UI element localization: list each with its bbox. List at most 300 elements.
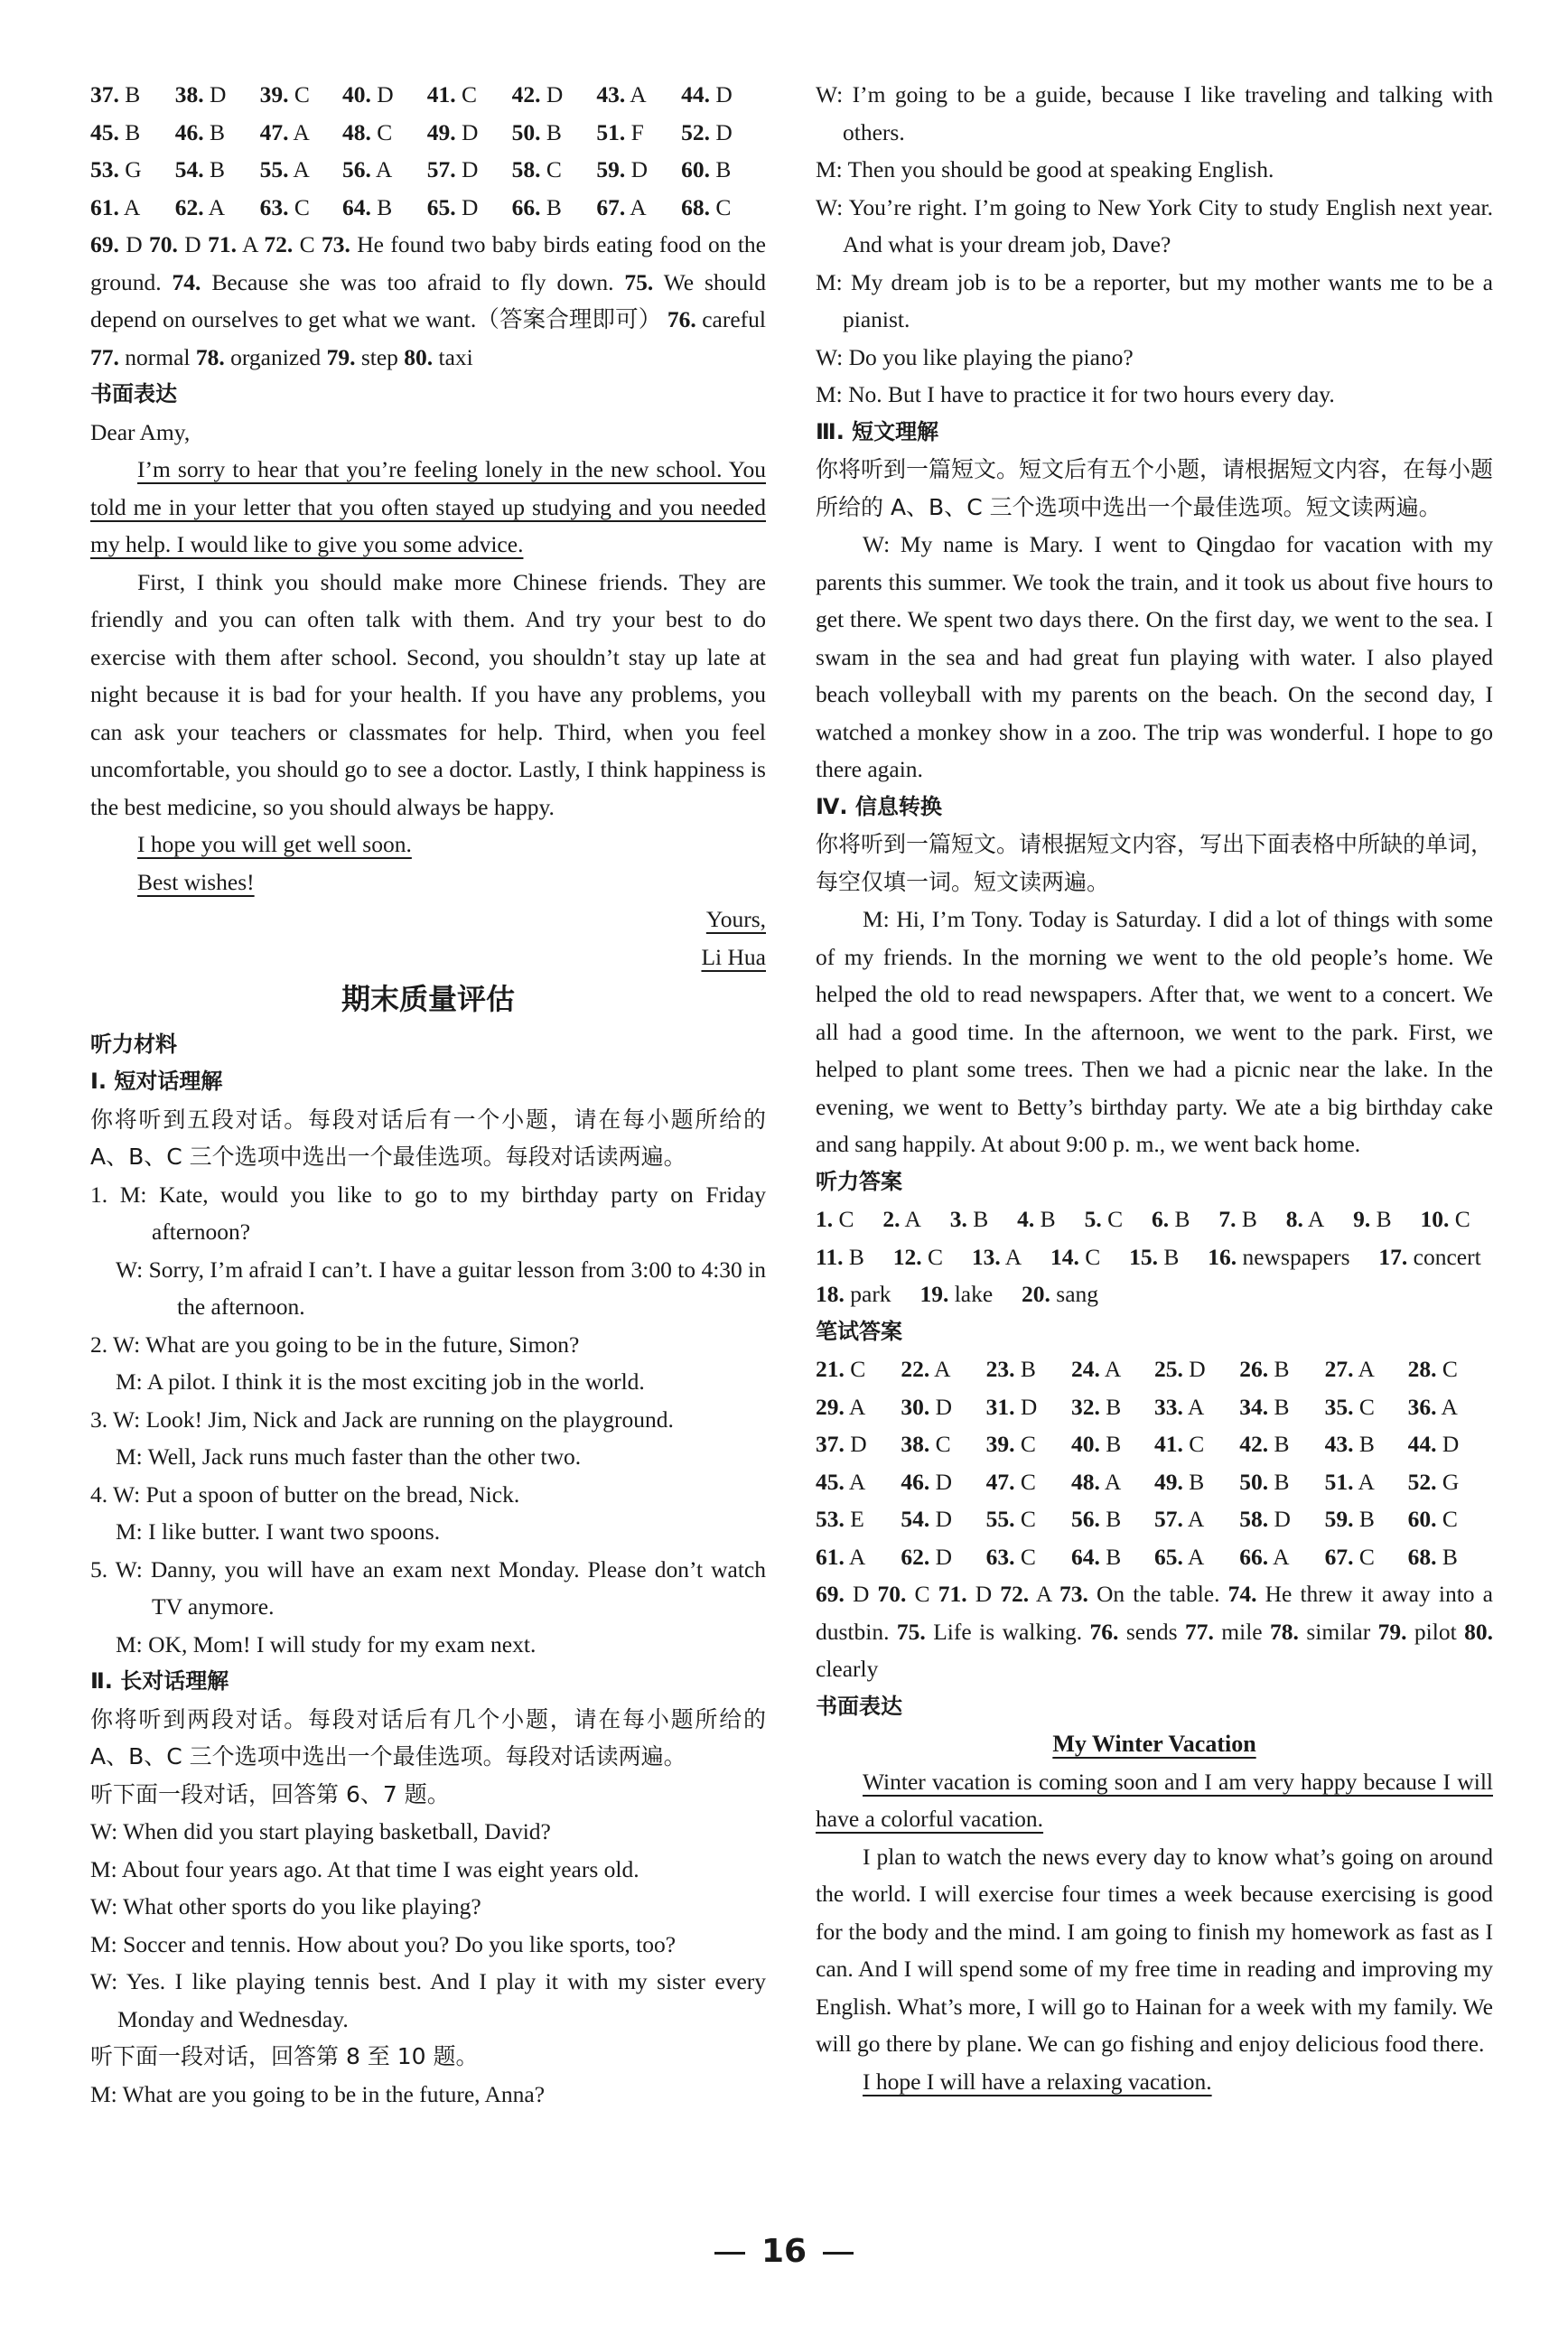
letter-closing2 [90, 864, 766, 901]
written-answer-value: A [848, 1543, 866, 1570]
written-answer-number: 56. [1070, 1506, 1100, 1532]
written-answer-value: B [1106, 1393, 1122, 1420]
written-answer-row [816, 1500, 1493, 1538]
written-answer-cell [1239, 1538, 1324, 1576]
written-answer-number: 59. [1324, 1506, 1354, 1532]
conversation-line: M: No. But I have to practice it for two hours every day. [816, 381, 1335, 407]
written-answer-number: 37. [816, 1431, 845, 1457]
written-answers-table [816, 1350, 1493, 1575]
answer-value: C [715, 193, 732, 220]
answer-cell [90, 76, 175, 114]
answer-value: We should depend on ourselves to get what we want.（答案合理即可） [90, 268, 766, 332]
written-answer-cell [901, 1350, 985, 1388]
answer-number: 73. [321, 231, 350, 257]
essay-ending-text: I hope I will have a relaxing vacation. [863, 2068, 1212, 2095]
answer-cell [90, 151, 175, 189]
essay-ending [816, 2063, 1493, 2101]
answer-cell [175, 114, 260, 152]
dialogue-line: 5. W: Danny, you will have an exam next Monday. Please don’t watch TV anymore. [90, 1555, 766, 1620]
written-answer-cell [901, 1425, 985, 1463]
written-answer-value: D [935, 1468, 952, 1495]
answer-value: A [630, 81, 647, 107]
answer-value: careful [695, 306, 766, 332]
written-answer-number: 30. [901, 1393, 930, 1420]
written-answer-value: similar [1298, 1618, 1378, 1645]
answer-number: 64. [342, 193, 371, 220]
written-answer-value: C [1020, 1431, 1036, 1457]
written-answer-value: B [1358, 1431, 1375, 1457]
answer-number: 51. [596, 118, 626, 145]
answer-cell [260, 76, 342, 114]
answer-number: 46. [174, 118, 204, 145]
answer-number: 79. [326, 343, 356, 370]
written-answer-cell [986, 1350, 1071, 1388]
listening-answer-number: 8. [1285, 1206, 1303, 1232]
written-answer-number: 35. [1324, 1393, 1354, 1420]
written-answer-value: A [1441, 1393, 1458, 1420]
written-answer-number: 64. [1070, 1543, 1100, 1570]
written-answer-value: D [1189, 1356, 1206, 1382]
written-answer-value: B [1274, 1356, 1290, 1382]
written-answer-value: B [1274, 1468, 1290, 1495]
conv1-intro: 听下面一段对话，回答第 6、7 题。 [90, 1780, 450, 1807]
letter-greeting: Dear Amy, [90, 418, 191, 445]
answer-number: 70. [149, 231, 178, 257]
written-answer-value: G [1442, 1468, 1460, 1495]
answer-value: G [125, 156, 142, 182]
listening-answer-number: 15. [1129, 1243, 1159, 1270]
answer-row [90, 76, 766, 114]
written-answer-value: B [1274, 1393, 1290, 1420]
written-answer-row [816, 1388, 1493, 1426]
written-answer-number: 42. [1239, 1431, 1269, 1457]
listening-answer-value: park [844, 1281, 920, 1307]
essay-title-text: My Winter Vacation [1052, 1731, 1256, 1757]
answer-cell [596, 151, 681, 189]
answer-cell [260, 189, 342, 227]
answer-number: 58. [511, 156, 541, 182]
answer-cell [260, 114, 342, 152]
answer-value: D [210, 81, 227, 107]
answer-number: 78. [195, 343, 225, 370]
written-answer-cell [1154, 1425, 1239, 1463]
answer-cell [90, 189, 175, 227]
written-answer-value: D [935, 1393, 952, 1420]
listening-answer-value: newspapers [1237, 1243, 1379, 1270]
part1-instructions: 你将听到五段对话。每段对话后有一个小题，请在每小题所给的 A、B、C 三个选项中选出一个最佳选项。每段对话读两遍。 [90, 1106, 766, 1170]
right-column [816, 76, 1493, 2100]
answer-cell [681, 189, 766, 227]
listening-answer-number: 12. [892, 1243, 922, 1270]
answer-value: B [125, 118, 141, 145]
written-answer-number: 38. [901, 1431, 930, 1457]
answer-value: B [546, 193, 562, 220]
written-answer-cell [901, 1538, 985, 1576]
listening-answer-value: B [1169, 1206, 1219, 1232]
written-answer-cell [1071, 1388, 1154, 1426]
part1-heading: Ⅰ. 短对话理解 [90, 1069, 223, 1094]
answer-value: A [630, 193, 647, 220]
answer-cell [681, 114, 766, 152]
answer-value: C [377, 118, 393, 145]
written-answer-value: B [1106, 1543, 1122, 1570]
written-answer-cell [816, 1463, 901, 1501]
answer-value: D [546, 81, 564, 107]
listening-answer-number: 7. [1218, 1206, 1237, 1232]
answer-cell [681, 151, 766, 189]
part4-instructions: 你将听到一篇短文。请根据短文内容，写出下面表格中所缺的单词，每空仅填一词。短文读两遍。 [816, 831, 1494, 895]
written-answer-number: 80. [1464, 1618, 1494, 1645]
written-answer-value: D [844, 1581, 878, 1607]
answer-number: 37. [90, 81, 119, 107]
written-answer-value: A [848, 1393, 866, 1420]
written-answer-value: C [906, 1581, 938, 1607]
written-answer-value: A [1358, 1356, 1375, 1382]
written-answer-number: 22. [901, 1356, 930, 1382]
written-answer-value: D [966, 1581, 1001, 1607]
dialogue-line: 2. W: What are you going to be in the future, Simon? [90, 1331, 580, 1358]
conversation-line: W: Do you like playing the piano? [816, 343, 1134, 370]
answer-number: 69. [90, 231, 119, 257]
written-answer-cell [1154, 1500, 1239, 1538]
written-answer-cell [986, 1538, 1071, 1576]
written-answer-value: mile [1213, 1618, 1271, 1645]
written-answer-cell [1408, 1500, 1493, 1538]
answer-cell [596, 76, 681, 114]
listening-answer-value: lake [948, 1281, 1022, 1307]
written-answer-number: 26. [1239, 1356, 1269, 1382]
written-answer-number: 54. [901, 1506, 930, 1532]
answer-cell [512, 76, 597, 114]
listening-answer-value: C [1449, 1206, 1470, 1232]
written-answers-heading: 笔试答案 [816, 1318, 902, 1344]
answer-number: 65. [426, 193, 456, 220]
written-answer-value: C [1020, 1543, 1036, 1570]
listening-answer-number: 6. [1151, 1206, 1170, 1232]
answer-value: C [462, 81, 478, 107]
written-answer-number: 57. [1153, 1506, 1183, 1532]
answer-value: D [462, 193, 479, 220]
written-answer-cell [816, 1350, 901, 1388]
written-answer-number: 65. [1153, 1543, 1183, 1570]
written-answer-cell [816, 1388, 901, 1426]
page-number [0, 2229, 1568, 2274]
answer-number: 62. [174, 193, 204, 220]
conv2-first-line: M: What are you going to be in the future, Anna? [90, 2080, 546, 2107]
answer-value: F [630, 118, 644, 145]
answer-cell [175, 76, 260, 114]
written-answer-number: 60. [1407, 1506, 1437, 1532]
written-answer-value: D [935, 1506, 952, 1532]
listening-answer-value: B [843, 1243, 893, 1270]
listening-answer-value: C [1078, 1243, 1130, 1270]
listening-answer-number: 5. [1084, 1206, 1102, 1232]
written-answer-cell [816, 1538, 901, 1576]
written-answer-number: 46. [901, 1468, 930, 1495]
conv1-lines [90, 1813, 766, 2038]
conv2-lines [816, 76, 1493, 414]
answer-cell [427, 76, 512, 114]
written-answer-cell [1408, 1388, 1493, 1426]
part3-instructions: 你将听到一篇短文。短文后有五个小题，请根据短文内容，在每小题所给的 A、B、C 三个选项中选出一个最佳选项。短文读两遍。 [816, 456, 1494, 520]
written-answer-value: On the table. [1087, 1581, 1228, 1607]
written-answer-value: A [1187, 1393, 1205, 1420]
written-answer-number: 67. [1324, 1543, 1354, 1570]
letter-sign2 [90, 938, 766, 976]
answer-value: step [355, 343, 405, 370]
written-answer-cell [1408, 1463, 1493, 1501]
written-answer-row [816, 1350, 1493, 1388]
written-answer-row [816, 1425, 1493, 1463]
answer-value: organized [224, 343, 327, 370]
written-answer-number: 24. [1070, 1356, 1100, 1382]
letter-sign1-text: Yours, [705, 906, 766, 932]
listening-answer-number: 9. [1353, 1206, 1371, 1232]
written-answer-cell [1325, 1538, 1408, 1576]
answer-value: C [546, 156, 562, 182]
written-answer-cell [1071, 1425, 1154, 1463]
answer-value: C [294, 193, 310, 220]
answer-number: 67. [596, 193, 626, 220]
written-answer-cell [1325, 1463, 1408, 1501]
written-answer-value: C [1442, 1506, 1458, 1532]
written-answer-value: D [1442, 1431, 1460, 1457]
answer-number: 50. [511, 118, 541, 145]
answer-value: He found two baby birds eating food on the ground. [90, 231, 766, 295]
answer-number: 61. [90, 193, 119, 220]
written-answer-value: C [850, 1356, 866, 1382]
listening-answer-value: C [833, 1206, 883, 1232]
written-answer-number: 23. [985, 1356, 1015, 1382]
written-answer-value: He threw it away into a dustbin. [816, 1581, 1493, 1645]
answer-cell [175, 151, 260, 189]
written-answer-number: 69. [816, 1581, 845, 1607]
answer-number: 49. [426, 118, 456, 145]
part4-text: M: Hi, I’m Tony. Today is Saturday. I did a lot of things with some of my friends. In the morning we went to the old people’s home. We helped the old to read newspapers. After that, we went to a concert. We all had a good time. In the afternoon, we went to the park. First, we helped to plant some trees. Then we had a picnic near the lake. In the evening, we went to Betty’s birthday party. We ate a big birthday cake and sang happily. At about 9:00 p. m., we went back home. [816, 906, 1493, 1157]
answer-number: 43. [596, 81, 626, 107]
written-answer-number: 78. [1270, 1618, 1299, 1645]
written-answer-number: 25. [1153, 1356, 1183, 1382]
written-answer-value: E [850, 1506, 864, 1532]
answer-number: 60. [681, 156, 711, 182]
answer-number: 68. [681, 193, 711, 220]
written-answer-number: 33. [1153, 1393, 1183, 1420]
answer-value: normal [118, 343, 196, 370]
answer-cell [342, 114, 427, 152]
written-answer-value: B [1274, 1431, 1290, 1457]
answer-number: 63. [259, 193, 289, 220]
listening-answer-number: 18. [816, 1281, 845, 1307]
written-answer-cell [1071, 1500, 1154, 1538]
written-answer-number: 51. [1324, 1468, 1354, 1495]
written-answer-number: 32. [1070, 1393, 1100, 1420]
written-answer-row [816, 1463, 1493, 1501]
written-answer-number: 71. [938, 1581, 967, 1607]
answer-cell [596, 189, 681, 227]
answer-number: 54. [174, 156, 204, 182]
written-answer-value: sends [1118, 1618, 1185, 1645]
answer-cell [681, 76, 766, 114]
listening-answer-value: C [921, 1243, 972, 1270]
dialogue-line: 4. W: Put a spoon of butter on the bread, Nick. [90, 1480, 520, 1508]
conversation-line: W: You’re right. I’m going to New York City to study English next year. And what is your dream job, Dave? [816, 193, 1493, 257]
written-answer-cell [901, 1463, 985, 1501]
written-answer-cell [1154, 1350, 1239, 1388]
answer-number: 48. [342, 118, 371, 145]
conversation-line: M: My dream job is to be a reporter, but my mother wants me to be a pianist. [816, 268, 1493, 332]
written-answer-cell [1408, 1538, 1493, 1576]
letter-body: First, I think you should make more Chinese friends. They are friendly and you can often talk with them. And try your best to do exercise with them after school. Second, you shouldn’t stay up late at night because it is bad for your health. If you have any problems, you can ask your teachers or classmates for help. Third, when you feel uncomfortable, you should go to see a doctor. Lastly, I think happiness is the best medicine, so you should always be happy. [90, 568, 766, 820]
section-title: 期末质量评估 [341, 982, 515, 1016]
written-answer-number: 70. [877, 1581, 907, 1607]
written-answer-value: C [1442, 1356, 1458, 1382]
answer-value: C [293, 231, 322, 257]
answer-cell [512, 189, 597, 227]
written-answer-number: 68. [1407, 1543, 1437, 1570]
answer-number: 39. [259, 81, 289, 107]
written-answer-value: B [1358, 1506, 1375, 1532]
written-answer-number: 49. [1153, 1468, 1183, 1495]
written-answer-number: 50. [1239, 1468, 1269, 1495]
answer-number: 57. [426, 156, 456, 182]
answer-cell [512, 151, 597, 189]
written-answer-number: 61. [816, 1543, 845, 1570]
listening-answers-heading: 听力答案 [816, 1168, 902, 1194]
written-answer-value: A [1358, 1468, 1375, 1495]
answer-number: 53. [90, 156, 119, 182]
listening-answer-value: B [1034, 1206, 1085, 1232]
written-answer-value: C [1020, 1468, 1036, 1495]
answer-number: 45. [90, 118, 119, 145]
written-answer-cell [1239, 1388, 1324, 1426]
written-answer-cell [1239, 1500, 1324, 1538]
answer-number: 47. [259, 118, 289, 145]
answer-row [90, 114, 766, 152]
written-answer-value: A [1273, 1543, 1290, 1570]
written-answer-value: pilot [1406, 1618, 1465, 1645]
written-answer-number: 75. [896, 1618, 926, 1645]
written-answer-cell [816, 1500, 901, 1538]
written-answer-cell [1325, 1500, 1408, 1538]
answer-row [90, 151, 766, 189]
written-answer-cell [1325, 1388, 1408, 1426]
written-answer-value: A [1187, 1506, 1205, 1532]
answer-value: D [118, 231, 150, 257]
answer-number: 72. [264, 231, 294, 257]
written-answer-value: A [1104, 1356, 1122, 1382]
answer-number: 77. [90, 343, 119, 370]
listening-answer-row [816, 1275, 1493, 1313]
listening-answers [816, 1200, 1493, 1313]
dialogue-line: M: Well, Jack runs much faster than the other two. [116, 1443, 582, 1470]
listening-answer-number: 14. [1050, 1243, 1079, 1270]
written-answer-cell [986, 1500, 1071, 1538]
listening-answer-number: 10. [1420, 1206, 1450, 1232]
listening-answer-value: C [1101, 1206, 1152, 1232]
answer-number: 52. [681, 118, 711, 145]
page-number-text: 16 [761, 2233, 807, 2270]
written-answer-value: C [1358, 1393, 1375, 1420]
answer-cell [342, 189, 427, 227]
listening-answer-number: 19. [919, 1281, 949, 1307]
listening-answer-row [816, 1238, 1493, 1276]
written-answer-value: A [934, 1356, 951, 1382]
written-answer-cell [901, 1500, 985, 1538]
written-answer-number: 44. [1407, 1431, 1437, 1457]
answer-value: D [177, 231, 209, 257]
answer-number: 80. [404, 343, 434, 370]
written-answer-number: 77. [1184, 1618, 1214, 1645]
answer-number: 56. [342, 156, 371, 182]
written-answer-value: B [1106, 1506, 1122, 1532]
conversation-line: M: About four years ago. At that time I was eight years old. [90, 1855, 639, 1882]
written-answer-cell [1239, 1350, 1324, 1388]
answer-number: 41. [426, 81, 456, 107]
answer-value: A [375, 156, 393, 182]
letter-intro-text: I’m sorry to hear that you’re feeling lonely in the new school. You told me in your letter that you often stayed up studying and you needed my help. I would like to give you some advice. [90, 456, 766, 557]
written-answer-number: 31. [985, 1393, 1015, 1420]
answer-number: 44. [681, 81, 711, 107]
written-answer-value: B [1106, 1431, 1122, 1457]
answer-cell [427, 189, 512, 227]
written-answer-number: 72. [1000, 1581, 1030, 1607]
written-answer-value: B [1189, 1468, 1205, 1495]
answer-value: B [377, 193, 393, 220]
written-answer-cell [816, 1425, 901, 1463]
listening-answer-value: concert [1407, 1243, 1481, 1270]
written-answer-value: A [848, 1468, 866, 1495]
written-answer-number: 45. [816, 1468, 845, 1495]
written-answer-number: 47. [985, 1468, 1015, 1495]
written-answer-value: A [1104, 1468, 1122, 1495]
answer-value: B [715, 156, 732, 182]
listening-answer-value: B [966, 1206, 1018, 1232]
written-answer-value: B [1442, 1543, 1458, 1570]
answer-value: B [210, 156, 226, 182]
part3-heading: Ⅲ. 短文理解 [816, 418, 939, 444]
dialogue-line: M: A pilot. I think it is the most exciting job in the world. [116, 1368, 645, 1395]
written-answer-cell [986, 1388, 1071, 1426]
answer-number: 75. [624, 268, 654, 295]
answer-value: A [293, 118, 310, 145]
written-answer-row [816, 1538, 1493, 1576]
written-answer-number: 40. [1070, 1431, 1100, 1457]
written-answer-number: 43. [1324, 1431, 1354, 1457]
written-answer-cell [1408, 1425, 1493, 1463]
written-answer-cell [1325, 1350, 1408, 1388]
listening-answer-number: 4. [1017, 1206, 1035, 1232]
written-answer-cell [1071, 1350, 1154, 1388]
written-answer-value: C [1020, 1506, 1036, 1532]
written-answer-number: 39. [985, 1431, 1015, 1457]
written-answer-number: 21. [816, 1356, 845, 1382]
listening-answer-value: B [1158, 1243, 1209, 1270]
written-answer-number: 63. [985, 1543, 1015, 1570]
answer-value: taxi [433, 343, 473, 370]
written-answer-cell [1239, 1463, 1324, 1501]
conversation-line: W: When did you start playing basketball, David? [90, 1818, 551, 1844]
dialogues-list [90, 1176, 766, 1664]
written-answer-value: B [1020, 1356, 1036, 1382]
conversation-line: M: Soccer and tennis. How about you? Do you like sports, too? [90, 1930, 677, 1957]
answer-value: D [462, 156, 479, 182]
answer-number: 76. [667, 306, 696, 332]
conversation-line: W: What other sports do you like playing? [90, 1893, 481, 1919]
answer-value: D [715, 81, 733, 107]
written-answer-cell [1154, 1463, 1239, 1501]
letter-closing1-text: I hope you will get well soon. [137, 831, 412, 857]
answer-number: 74. [172, 268, 201, 295]
